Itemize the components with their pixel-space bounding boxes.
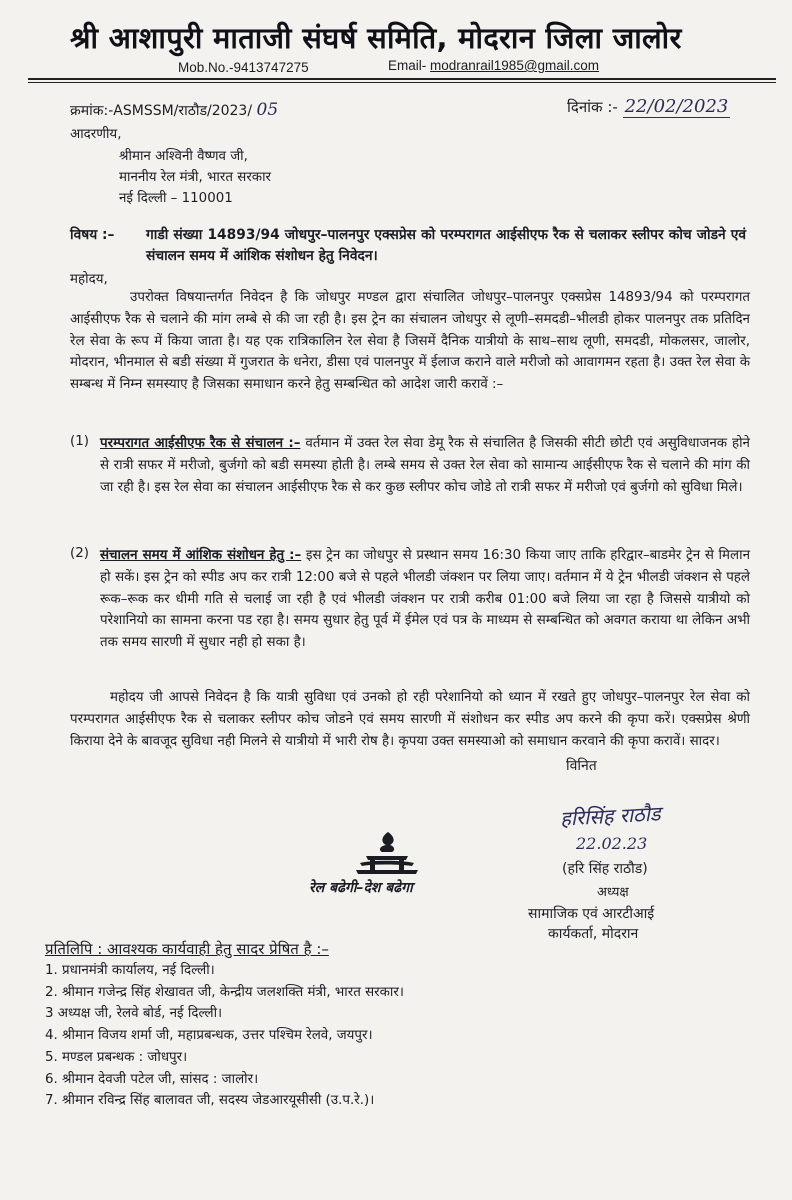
signatory-org-line: सामाजिक एवं आरटीआई xyxy=(528,906,655,922)
reference-number xyxy=(70,100,278,120)
reference-prefix: क्रमांक:-ASMSSM/राठौड/2023/ xyxy=(70,103,253,119)
addressee-salutation: आदरणीय, xyxy=(70,127,122,142)
signatory-designation: अध्यक्ष xyxy=(597,885,629,900)
email-line xyxy=(388,58,599,73)
email-label: Email- xyxy=(388,58,431,73)
copy-to-item: 2. श्रीमान गजेन्द्र सिंह शेखावत जी, केन्द्रीय जलशक्ति मंत्री, भारत सरकार। xyxy=(45,984,404,1000)
signature-date: 22.02.23 xyxy=(576,834,648,853)
copy-to-item: 7. श्रीमान रविन्द्र सिंह बालावत जी, सदस्य जेडआरयूसीसी (उ.प.रे.)। xyxy=(45,1093,375,1109)
signatory-org-line: कार्यकर्ता, मोदरान xyxy=(548,926,639,942)
copy-to-item: 4. श्रीमान विजय शर्मा जी, महाप्रबन्धक, उत्तर पश्चिम रेलवे, जयपुर। xyxy=(45,1028,373,1044)
indian-railways-logo-icon xyxy=(352,830,422,878)
org-title: श्री आशापुरी माताजी संघर्ष समिति, मोदरान जिला जालोर xyxy=(70,21,682,55)
body-paragraph: उपरोक्त विषयान्तर्गत निवेदन है कि जोधपुर मण्डल द्वारा संचालित जोधपुर–पालनपुर एक्सप्रेस 14893/94 को परम्परागत आईसीएफ रैक से चलाने की मांग लम्बे से की जा रही है। इस ट्रेन का संचालन जोधपुर से लूणी–समदडी–भीलडी होकर पालनपुर तक प्रतिदिन रेल सेवा के रूप में किया जाता है। यह एक रात्रिकालिन रेल सेवा है जिसमें दैनिक यात्रीयो के साथ–साथ लूणी, समदडी, मोकलसर, जालोर, मोदरान, भीनमाल से बडी संख्या में गुजरात के धनेरा, डीसा एवं पालनपुर में ईलाज कराने वाले मरीजो को आवागमन रहता है। उक्त रेल सेवा के सम्बन्ध में निम्न समस्याए है जिसका समाधान करने हेतु सम्बन्धित को आदेश जारी करावें :– xyxy=(70,290,750,393)
item-1-text: वर्तमान में उक्त रेल सेवा डेमू रैक से संचालित है जिसकी सीटी छोटी एवं असुविधाजनक होने से रात्री सफर में मरीजो, बुर्जगो को बडी समस्या होती है। लम्बे समय से उक्त रेल सेवा को सामान्य आईसीएफ रैक से चलाने की मांग की जा रही है। इस रेल सेवा का संचालन आईसीएफ रैक से कर कुछ स्लीपर कोच जोडे तो रात्री सफर में मरीजो एवं बुर्जगो को सुविधा मिले। xyxy=(100,436,750,495)
body-salutation: महोदय, xyxy=(70,272,108,287)
closing-paragraph: महोदय जी आपसे निवेदन है कि यात्री सुविधा एवं उनको हो रही परेशानियो को ध्यान में रखते हुए जोधपुर–पालनपुर रेल सेवा को परम्परागत आईसीएफ रैक से चलाकर स्लीपर कोच जोडने एवं समय सारणी में संशोधन कर स्पीड अप करने की कृपा करें। एक्सप्रेस श्रेणी किराया देने के बावजूद सुविधा नही मिलने से यात्रीयो में भारी रोष है। कृपया उक्त समस्याओ को समाधान करवाने की कृपा करावें। सादर। xyxy=(70,690,750,749)
letter-date xyxy=(567,96,730,117)
item-number: (1) xyxy=(70,434,89,449)
copy-to-item: 5. मण्डल प्रबन्धक : जोधपुर। xyxy=(45,1049,188,1065)
addressee-line: माननीय रेल मंत्री, भारत सरकार xyxy=(119,170,272,185)
addressee-line: श्रीमान अश्विनी वैष्णव जी, xyxy=(119,149,248,164)
header-rule xyxy=(28,78,776,80)
subject-label: विषय :– xyxy=(70,227,115,243)
header-rule-thin xyxy=(28,82,776,83)
copy-to-item: 6. श्रीमान देवजी पटेल जी, सांसद : जालोर। xyxy=(45,1071,259,1087)
mobile-number: Mob.No.-9413747275 xyxy=(178,60,309,75)
handwritten-signature: हरिसिंह राठौड xyxy=(559,801,662,831)
valediction: विनित xyxy=(566,758,597,774)
item-2-text: इस ट्रेन का जोधपुर से प्रस्थान समय 16:30 किया जाए ताकि हरिद्वार–बाडमेर ट्रेन से मिलान हो सकें। इस ट्रेन को स्पीड अप कर रात्री 12:00 बजे से पहले भीलडी जंक्शन पर लिया जाए। वर्तमान में ये ट्रेन भीलडी जंक्शन से पहले रूक–रूक कर धीमी गति से चलाई जा रही है एवं भीलडी जंक्शन पर रात्री करीब 01:00 बजे लिया जा रहा है जिससे यात्रीयो को परेशानियो का सामना करना पड रहा है। समय सुधार हेतु पूर्व में ईमेल एवं पत्र के माध्यम से सम्बन्धित को अवगत कराया था लेकिन अभी तक समय सारणी में सुधार नही हो सका है। xyxy=(100,548,750,651)
item-1-heading: परम्परागत आईसीएफ रैक से संचालन :– xyxy=(100,436,301,451)
copy-to-list xyxy=(45,960,404,1112)
addressee-block xyxy=(119,146,271,209)
reference-handwritten-number: 05 xyxy=(256,100,279,120)
addressee-line: नई दिल्ली – 110001 xyxy=(119,191,233,206)
item-number: (2) xyxy=(70,546,89,561)
subject-text: गाडी संख्या 14893/94 जोधपुर–पालनपुर एक्सप्रेस को परम्परागत आईसीएफ रैक से चलाकर स्लीपर कोच जोडने एवं संचालन समय में आंशिक संशोधन हेतु निवेदन। xyxy=(146,227,746,264)
date-label: दिनांक :- xyxy=(567,98,618,116)
railway-slogan: रेल बढेगी–देश बढेगा xyxy=(309,880,413,896)
copy-to-item: 3 अध्यक्ष जी, रेलवे बोर्ड, नई दिल्ली। xyxy=(45,1006,223,1022)
item-1 xyxy=(100,433,750,498)
copy-to-item: 1. प्रधानमंत्री कार्यालय, नई दिल्ली। xyxy=(45,963,215,978)
item-2-heading: संचालन समय में आंशिक संशोधन हेतु :– xyxy=(100,548,302,563)
copy-to-title: प्रतिलिपि : आवश्यक कार्यवाही हेतु सादर प्रेषित है :– xyxy=(45,940,329,958)
email-address: modranrail1985@gmail.com xyxy=(430,58,600,73)
date-value: 22/02/2023 xyxy=(624,96,729,117)
signatory-name: (हरि सिंह राठौड) xyxy=(562,861,648,877)
item-2 xyxy=(100,545,750,654)
